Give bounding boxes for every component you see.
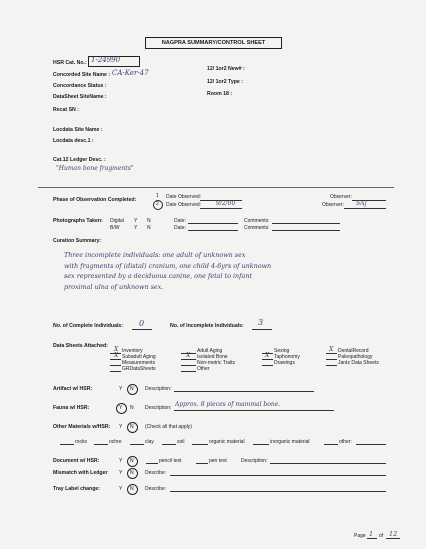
photo-digital-label: Digital xyxy=(110,218,124,224)
other-materials-y[interactable]: Y xyxy=(119,424,123,430)
rocks-label: rocks xyxy=(75,439,87,445)
mismatch-n-circled-mark xyxy=(127,468,138,479)
locdata-desc-label: Locdata desc.1 : xyxy=(53,138,94,144)
document-n-circled-mark xyxy=(127,456,138,467)
photo-date-1-line[interactable] xyxy=(188,223,238,224)
mismatch-y[interactable]: Y xyxy=(119,470,123,476)
tray-y[interactable]: Y xyxy=(119,486,123,492)
dental-record-check-mark: X xyxy=(329,346,334,353)
complete-individuals-line[interactable] xyxy=(132,329,152,330)
drawings-label: Drawings xyxy=(274,360,295,366)
measurements-check-line[interactable] xyxy=(110,365,121,366)
photo-date-label-2: Date: xyxy=(174,225,186,231)
other-label: Other xyxy=(197,366,210,372)
jantz-data-sheets-label: Jantz Data Sheets xyxy=(338,360,379,366)
page-number: 1 xyxy=(369,530,374,538)
new-number-label: 12/ 1or2 New# : xyxy=(207,66,245,72)
type-label: 12/ 1or2 Type : xyxy=(207,79,243,85)
curation-label: Curation Summary: xyxy=(53,238,102,244)
photographs-label: Photographs Taken: xyxy=(53,218,103,224)
page-label: Page xyxy=(354,533,366,539)
ledger-desc-value: "Human bone fragments" xyxy=(56,165,134,172)
document-description-line[interactable] xyxy=(270,463,386,464)
locdata-site-label: Locdata Site Name : xyxy=(53,127,103,133)
incomplete-individuals-line[interactable] xyxy=(252,329,272,330)
pencil-text-label: pencil text xyxy=(159,458,182,464)
pen-text-label: pen text xyxy=(209,458,227,464)
photo-comments-label-1: Comments: xyxy=(244,218,270,224)
room-label: Room 18 : xyxy=(207,91,233,97)
complete-individuals-value: 0 xyxy=(139,319,145,328)
date-2-line[interactable] xyxy=(200,208,242,209)
date-observed-label-2: Date Observed: xyxy=(166,202,202,208)
clay-label: clay xyxy=(145,439,154,445)
complete-individuals-label: No. of Complete Individuals: xyxy=(53,323,124,329)
mismatch-n[interactable]: N xyxy=(130,470,134,476)
clay-check-line[interactable] xyxy=(130,444,144,445)
non-metric-check-line[interactable] xyxy=(181,365,196,366)
datasheets-label: Data Sheets Attached: xyxy=(53,343,108,349)
non-metric-label: Non-metric Traits xyxy=(197,360,236,366)
fauna-description-line[interactable] xyxy=(174,410,334,411)
datasheet-site-label: DataSheet SiteName : xyxy=(53,94,107,100)
document-description-label: Description: xyxy=(241,458,268,464)
page-total-line xyxy=(386,538,400,539)
pencil-check-line[interactable] xyxy=(146,463,158,464)
jantz-check-line[interactable] xyxy=(326,365,337,366)
photo-date-2-line[interactable] xyxy=(188,230,238,231)
mismatch-describe-label: Describe: xyxy=(145,470,167,476)
soil-check-line[interactable] xyxy=(162,444,176,445)
dental-record-check-line[interactable] xyxy=(326,353,337,354)
grdatasheets-check-line[interactable] xyxy=(110,371,121,372)
fauna-label: Fauna w/ HSR: xyxy=(53,405,90,411)
artifact-description-line[interactable] xyxy=(174,391,314,392)
inventory-label: Inventory xyxy=(122,348,143,354)
date-observed-value: 9/2/00 xyxy=(216,200,236,207)
fauna-y-circled-mark xyxy=(116,403,127,414)
photo-bw-n[interactable]: N xyxy=(147,225,151,231)
subadult-check-line[interactable] xyxy=(110,359,121,360)
observer-label-1: Observer: xyxy=(330,194,352,200)
inorganic-check-line[interactable] xyxy=(253,444,269,445)
check-all-note: (Check all that apply) xyxy=(145,424,192,430)
fauna-n[interactable]: N xyxy=(130,405,134,411)
incomplete-individuals-label: No. of Incomplete Individuals: xyxy=(170,323,244,329)
section-divider xyxy=(38,187,394,188)
page-number-line xyxy=(367,538,377,539)
organic-material-label: organic material xyxy=(209,439,245,445)
paleopathology-check-line[interactable] xyxy=(326,359,337,360)
document-n[interactable]: N xyxy=(130,458,134,464)
curation-summary xyxy=(64,250,271,292)
artifact-description-label: Description: xyxy=(145,386,172,392)
sheet-title: NAGPRA SUMMARY/CONTROL SHEET xyxy=(145,37,282,49)
other-materials-n[interactable]: N xyxy=(130,424,134,430)
soil-label: soil xyxy=(177,439,185,445)
hsr-cat-label: HSR Cat. No.: xyxy=(53,60,87,66)
phase-label: Phase of Observation Completed: xyxy=(53,197,137,203)
sexing-label: Sexing xyxy=(274,348,290,354)
document-y[interactable]: Y xyxy=(119,458,123,464)
other-material-label: other: xyxy=(339,439,352,445)
page-total: 12 xyxy=(389,530,398,538)
observer-2-line[interactable] xyxy=(344,208,386,209)
fauna-description-value: Approx. 8 pieces of mammal bone. xyxy=(175,401,281,408)
ledger-desc-label: Cat.12 Ledger Desc. : xyxy=(53,157,106,163)
fauna-description-label: Description: xyxy=(145,405,172,411)
photo-comments-1-line[interactable] xyxy=(272,223,340,224)
inorganic-material-label: inorganic material xyxy=(270,439,310,445)
artifact-y[interactable]: Y xyxy=(119,386,123,392)
tray-describe-label: Describe: xyxy=(145,486,167,492)
photo-bw-y[interactable]: Y xyxy=(134,225,138,231)
inventory-check-mark: X xyxy=(114,346,119,353)
fauna-y[interactable]: Y xyxy=(119,405,123,411)
grdatasheets-label: GRDataSheets xyxy=(122,366,156,372)
curation-line: sex represented by a deciduous canine, one fetal to infant xyxy=(64,272,253,280)
tray-label: Tray Label change: xyxy=(53,486,100,492)
observer-label-2: Observer: xyxy=(322,202,344,208)
other-check-line[interactable] xyxy=(181,371,196,372)
photo-date-label-1: Date: xyxy=(174,218,186,224)
photo-comments-label-2: Comments: xyxy=(244,225,270,231)
organic-check-line[interactable] xyxy=(192,444,208,445)
rocks-check-line[interactable] xyxy=(60,444,74,445)
curation-line: with fragments of (distal) cranium, one child 4-6yrs of unknown xyxy=(64,261,272,270)
other-materials-label: Other Materials w/HSR: xyxy=(53,424,111,430)
photo-digital-y[interactable]: Y xyxy=(134,218,138,224)
curation-line: proximal ulna of unknown sex. xyxy=(64,282,164,291)
ochre-label: ochre xyxy=(109,439,122,445)
other-material-line[interactable] xyxy=(356,444,386,445)
concorded-site-value: CA-Ker-47 xyxy=(112,69,149,77)
tray-n-circled-mark xyxy=(127,484,138,495)
subadult-check-mark: X xyxy=(114,352,119,359)
of-label: of xyxy=(379,533,384,539)
subadult-aging-label: Subadult Aging xyxy=(122,354,156,360)
mismatch-describe-line[interactable] xyxy=(170,475,386,476)
isolated-bone-check-mark: X xyxy=(186,352,191,359)
mismatch-label: Mismatch with Ledger xyxy=(53,470,108,476)
recat-sn-label: Recat SN : xyxy=(53,107,79,113)
hsr-cat-value: 1-24990 xyxy=(91,56,121,64)
ochre-check-line[interactable] xyxy=(94,444,108,445)
adult-aging-label: Adult Aging xyxy=(197,348,223,354)
curation-line: Three incomplete individuals: one adult of unknown sex xyxy=(64,251,246,259)
concordance-status-label: Concordance Status : xyxy=(53,83,107,89)
isolated-bone-check-line[interactable] xyxy=(181,359,196,360)
dental-record-label: DentalRecord xyxy=(338,348,369,354)
artifact-n-circled-mark xyxy=(127,384,138,395)
drawings-check-line[interactable] xyxy=(262,365,273,366)
other-material-check-line[interactable] xyxy=(324,444,338,445)
photo-comments-2-line[interactable] xyxy=(272,230,340,231)
isolated-bone-label: Isolated Bone xyxy=(197,354,228,360)
document-label: Document w/ HSR: xyxy=(53,458,100,464)
taphonomy-label: Taphonomy xyxy=(274,354,300,360)
artifact-n[interactable]: N xyxy=(130,386,134,392)
paleopathology-label: Paleopathology xyxy=(338,354,373,360)
phase-option-1[interactable]: 1 xyxy=(156,193,159,199)
tray-describe-line[interactable] xyxy=(170,491,386,492)
measurements-label: Measurements xyxy=(122,360,156,366)
observer-value: SAJ xyxy=(356,200,367,207)
tray-n[interactable]: N xyxy=(130,486,134,492)
other-materials-n-circled-mark xyxy=(127,422,138,433)
date-observed-label-1: Date Observed: xyxy=(166,194,202,200)
phase-2-circled-mark xyxy=(153,200,163,210)
taphonomy-check-line[interactable] xyxy=(262,359,273,360)
photo-bw-label: B/W xyxy=(110,225,120,231)
pen-check-line[interactable] xyxy=(196,463,208,464)
concorded-site-label: Concorded Site Name : xyxy=(53,72,111,78)
photo-digital-n[interactable]: N xyxy=(147,218,151,224)
phase-option-2[interactable]: 2 xyxy=(156,201,159,207)
taphonomy-check-mark: X xyxy=(265,352,270,359)
incomplete-individuals-value: 3 xyxy=(258,318,264,327)
artifact-label: Artifact w/ HSR: xyxy=(53,386,93,392)
